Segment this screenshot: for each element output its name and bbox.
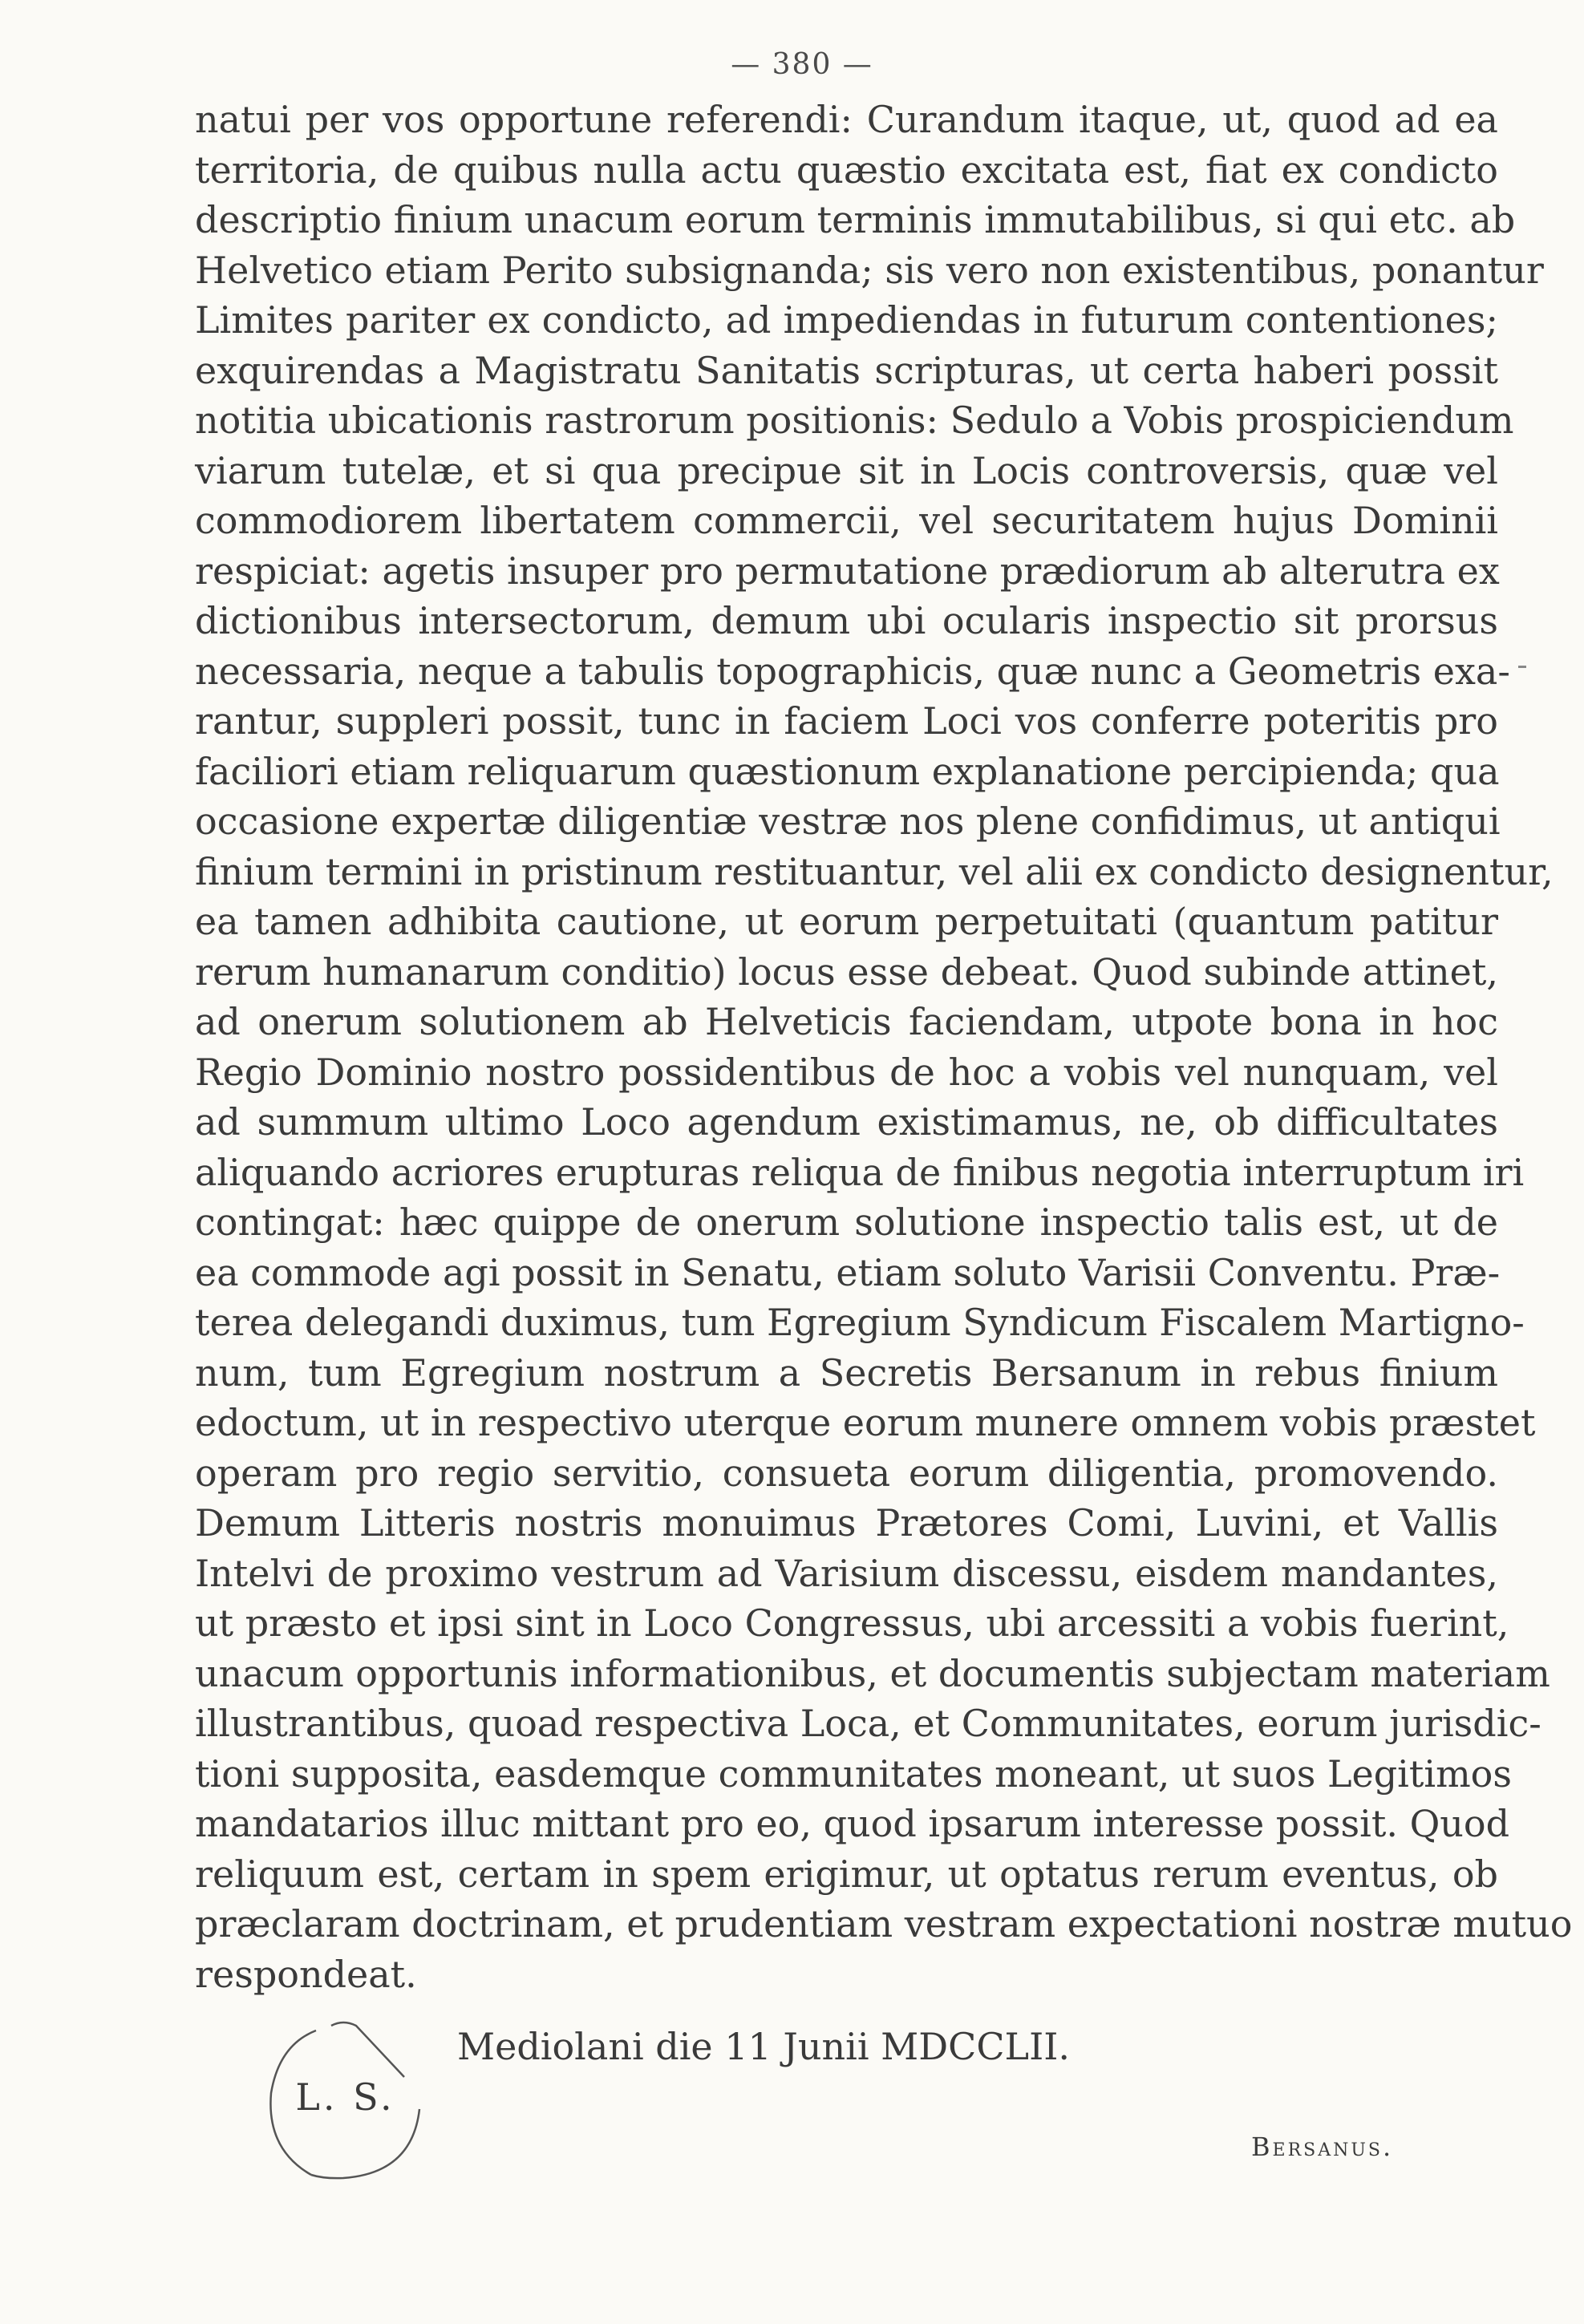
text-line: terea delegandi duximus, tum Egregium Syndicum Fiscalem Martigno-: [195, 1301, 1525, 1344]
page-number: — 380 —: [731, 48, 873, 81]
text-line: ad summum ultimo Loco agendum existimamus, ne, ob difficultates: [195, 1100, 1498, 1144]
text-line: reliquum est, certam in spem erigimur, ut optatus rerum eventus, ob: [195, 1852, 1498, 1896]
text-line: natui per vos opportune referendi: Curandum itaque, ut, quod ad ea: [195, 98, 1498, 141]
text-line: ea tamen adhibita cautione, ut eorum perpetuitati (quantum patitur: [195, 900, 1498, 943]
body-text: [195, 95, 1573, 1999]
text-line: Demum Litteris nostris monuimus Prætores Comi, Luvini, et Vallis: [195, 1501, 1498, 1545]
margin-dash: [1518, 666, 1526, 668]
text-line: necessaria, neque a tabulis topographicis, quæ nunc a Geometris exa-: [195, 649, 1510, 693]
text-line: edoctum, ut in respectivo uterque eorum munere omnem vobis præstet: [195, 1401, 1536, 1444]
signature: Bersanus.: [1251, 2132, 1394, 2162]
text-line: ea commode agi possit in Senatu, etiam soluto Varisii Conventu. Præ-: [195, 1250, 1501, 1294]
text-line: Intelvi de proximo vestrum ad Varisium discessu, eisdem mandantes,: [195, 1551, 1498, 1595]
text-line: operam pro regio servitio, consueta eorum diligentia, promovendo.: [195, 1451, 1498, 1495]
seal: [255, 2013, 435, 2193]
text-line: respondeat.: [195, 1952, 417, 1996]
text-line: Helvetico etiam Perito subsignanda; sis vero non existentibus, ponantur: [195, 248, 1544, 292]
text-line: finium termini in pristinum restituantur, vel alii ex condicto designentur,: [195, 849, 1554, 893]
text-line: commodiorem libertatem commercii, vel securitatem hujus Dominii: [195, 499, 1498, 542]
text-line: illustrantibus, quoad respectiva Loca, et Communitates, eorum jurisdic-: [195, 1702, 1541, 1745]
date-line: Mediolani die 11 Junii MDCCLII.: [457, 2025, 1071, 2068]
text-line: num, tum Egregium nostrum a Secretis Bersanum in rebus finium: [195, 1350, 1498, 1395]
seal-label: L. S.: [295, 2075, 395, 2119]
text-line: respiciat: agetis insuper pro permutatione prædiorum ab alterutra ex: [195, 549, 1500, 593]
text-line: tioni supposita, easdemque communitates moneant, ut suos Legitimos: [195, 1751, 1512, 1796]
text-line: ad onerum solutionem ab Helveticis faciendam, utpote bona in hoc: [195, 1000, 1498, 1043]
text-line: territoria, de quibus nulla actu quæstio excitata est, fiat ex condicto: [195, 148, 1498, 192]
text-line: descriptio finium unacum eorum terminis immutabilibus, si qui etc. ab: [195, 198, 1516, 241]
text-line: ut præsto et ipsi sint in Loco Congressus, ubi arcessiti a vobis fuerint,: [195, 1601, 1509, 1645]
text-line: contingat: hæc quippe de onerum solutione inspectio talis est, ut de: [195, 1200, 1498, 1244]
text-line: præclaram doctrinam, et prudentiam vestram expectationi nostræ mutuo: [195, 1902, 1573, 1945]
text-line: mandatarios illuc mittant pro eo, quod ipsarum interesse possit. Quod: [195, 1802, 1510, 1845]
text-line: faciliori etiam reliquarum quæstionum explanatione percipienda; qua: [195, 749, 1500, 793]
text-line: aliquando acriores erupturas reliqua de finibus negotia interruptum iri: [195, 1150, 1525, 1194]
text-line: Limites pariter ex condicto, ad impediendas in futurum contentiones;: [195, 298, 1498, 342]
text-line: occasione expertæ diligentiæ vestræ nos plene confidimus, ut antiqui: [195, 800, 1501, 843]
text-line: notitia ubicationis rastrorum positionis: Sedulo a Vobis prospiciendum: [195, 399, 1514, 442]
text-line: rantur, suppleri possit, tunc in faciem Loci vos conferre poteritis pro: [195, 699, 1498, 743]
text-line: viarum tutelæ, et si qua precipue sit in Locis controversis, quæ vel: [195, 448, 1498, 492]
text-line: Regio Dominio nostro possidentibus de hoc a vobis vel nunquam, vel: [195, 1050, 1498, 1094]
text-line: exquirendas a Magistratu Sanitatis scripturas, ut certa haberi possit: [195, 348, 1498, 392]
text-line: unacum opportunis informationibus, et documentis subjectam materiam: [195, 1651, 1550, 1695]
text-line: dictionibus intersectorum, demum ubi ocularis inspectio sit prorsus: [195, 599, 1498, 642]
text-line: rerum humanarum conditio) locus esse debeat. Quod subinde attinet,: [195, 949, 1498, 994]
